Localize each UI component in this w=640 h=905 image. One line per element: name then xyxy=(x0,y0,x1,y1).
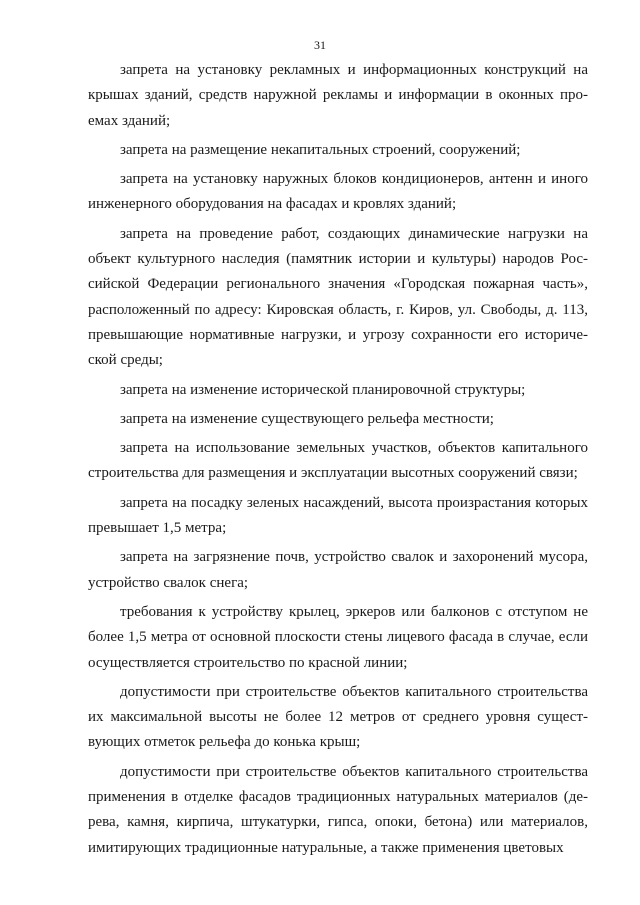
paragraph: допустимости при строительстве объектов капитального строительства применения в отделке фасадов традиционных натуральных материалов (дерева, камня, кирпича, штукатурки, гипса, опоки, бетона) или материалов, имитирующих традиционные натуральные, а также применения цветовых xyxy=(88,763,588,856)
paragraph: допустимости при строительстве объектов капитального строительства их максимальной высоты не более 12 метров от среднего уровня существующих отметок рельефа до конька крыш; xyxy=(88,683,588,751)
paragraph: требования к устройству крылец, эркеров или балконов с отступом не более 1,5 метра от основной плоскости стены лицевого фасада в случае, если осуществляется строительство по красной линии; xyxy=(88,603,588,671)
paragraph: запрета на изменение исторической планировочной структуры; xyxy=(120,381,526,398)
paragraph: запрета на использование земельных участков, объектов капитального строительства для размещения и эксплуатации высотных сооружений связи; xyxy=(88,440,588,482)
paragraph: запрета на размещение некапитальных строений, сооружений; xyxy=(120,141,521,158)
paragraph: запрета на посадку зеленых насаждений, высота произрастания которых превышает 1,5 метра; xyxy=(88,494,588,537)
page-number: 31 xyxy=(314,38,326,52)
paragraph: запрета на изменение существующего рельефа местности; xyxy=(120,410,494,427)
paragraph: запрета на проведение работ, создающих динамические нагрузки на объект культурного наследия (памятник истории и культуры) народов Российской Федерации регионального значения «Городская пожарная часть», расположенный по адресу: Кировская область, г. Киров, ул. Свободы, д. 113, превышающие нормативные нагрузки, и угрозу сохранности его исторической среды; xyxy=(88,225,588,369)
paragraph: запрета на установку рекламных и информационных конструкций на крышах зданий, средств наружной рекламы и информации в оконных проемах зданий; xyxy=(88,62,588,129)
paragraph: запрета на установку наружных блоков кондиционеров, антенн и иного инженерного оборудования на фасадах и кровлях зданий; xyxy=(88,171,588,213)
document-body xyxy=(88,58,588,865)
paragraph: запрета на загрязнение почв, устройство свалок и захоронений мусора, устройство свалок снега; xyxy=(88,549,588,591)
